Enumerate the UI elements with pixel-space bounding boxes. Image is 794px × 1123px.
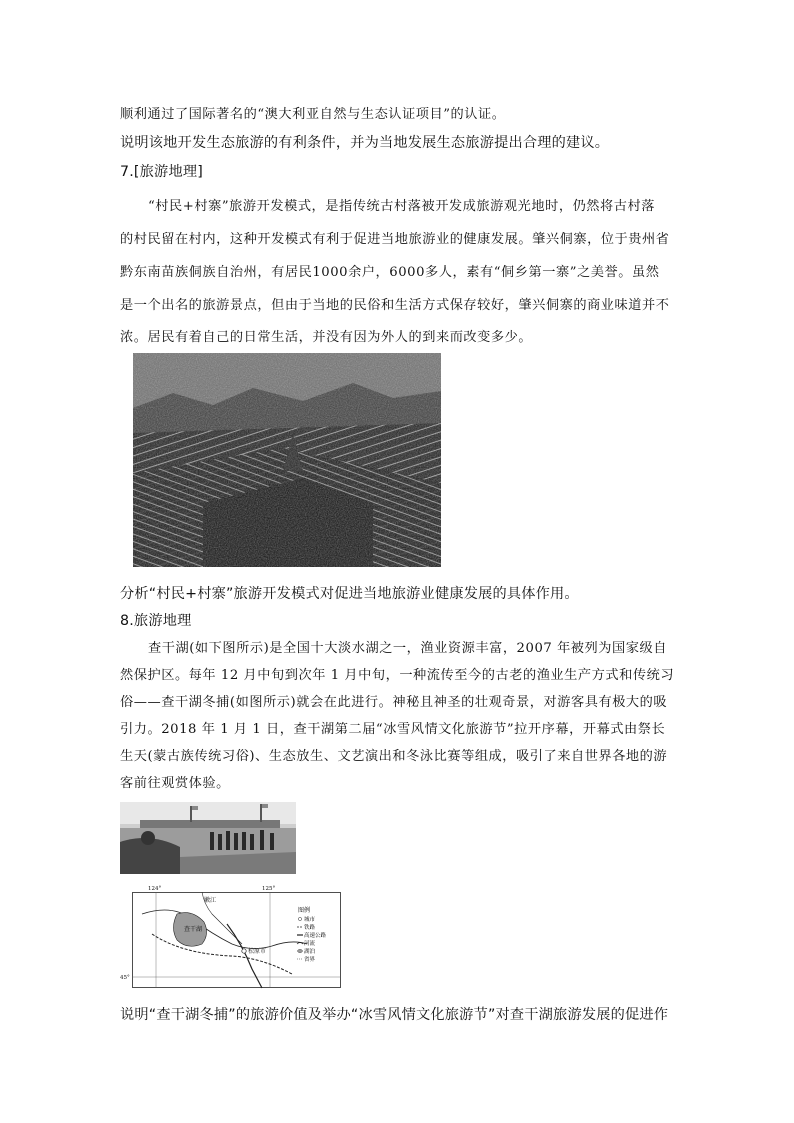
q8-paragraph-line-3: 俗——查干湖冬捕(如图所示)就会在此进行。神秘且神圣的壮观奇景，对游客具有极大的吸: [120, 695, 668, 710]
legend-item-boundary: 省界: [304, 957, 316, 963]
q7-paragraph-line-2: 的村民留在村内，这种开发模式有利于促进当地旅游业的健康发展。肇兴侗寨，位于贵州省: [120, 232, 670, 247]
legend-item-railway: 铁路: [304, 925, 316, 931]
q7-heading: 7.[旅游地理]: [120, 164, 203, 180]
legend-item-lake: 湖泊: [304, 949, 316, 955]
q8-paragraph-line-6: 客前往观赏体验。: [120, 776, 230, 791]
q7-paragraph-line-4: 是一个出名的旅游景点，但由于当地的民俗和生活方式保存较好，肇兴侗寨的商业味道并不: [120, 298, 670, 313]
legend-item-river: 河流: [304, 941, 316, 947]
river-label: 嫩江: [204, 897, 217, 904]
legend-item-city: 城市: [304, 917, 316, 923]
legend-city-symbol: [298, 917, 301, 920]
city-label: 松原市: [248, 948, 267, 955]
q8-paragraph-line-5: 生天(蒙古族传统习俗)、生态放生、文艺演出和冬泳比赛等组成，吸引了来自世界各地的游: [120, 749, 668, 764]
q8-paragraph-line-1: 查干湖(如下图所示)是全国十大淡水湖之一，渔业资源丰富，2007 年被列为国家级自: [148, 641, 667, 656]
legend-item-highway: 高速公路: [304, 933, 327, 939]
text-line-1: 顺利通过了国际著名的“澳大利亚自然与生态认证项目”的认证。: [120, 107, 506, 122]
lon-left-label: 124°: [148, 886, 162, 892]
q8-paragraph-line-4: 引力。2018 年 1 月 1 日，查干湖第二届“冰雪风情文化旅游节”拉开序幕，开幕式由祭长: [120, 722, 666, 737]
winter-fishing-photo: [120, 802, 296, 874]
legend-lake-symbol: [298, 949, 303, 952]
q7-paragraph-line-5: 浓。居民有着自己的日常生活，并没有因为外人的到来而改变多少。: [120, 330, 533, 345]
q7-paragraph-line-3: 黔东南苗族侗族自治州，有居民1000余户，6000多人，素有“侗乡第一寨”之美誉。虽然: [120, 265, 660, 280]
legend-title: 图例: [298, 907, 311, 914]
lat-label: 45°: [120, 975, 130, 981]
village-photo: [133, 353, 441, 567]
lon-right-label: 125°: [262, 886, 276, 892]
q8-heading: 8.旅游地理: [120, 613, 192, 629]
lake-label: 查干湖: [184, 926, 203, 933]
q7-question: 分析“村民+村寨”旅游开发模式对促进当地旅游业健康发展的具体作用。: [120, 586, 579, 602]
city-marker: [242, 949, 246, 953]
q6-question: 说明该地开发生态旅游的有利条件，并为当地发展生态旅游提出合理的建议。: [120, 135, 610, 151]
chagan-lake-map: [120, 884, 342, 994]
q8-paragraph-line-2: 然保护区。每年 12 月中旬到次年 1 月中旬，一种流传至今的古老的渔业生产方式和传统习: [120, 668, 675, 683]
q7-paragraph-line-1: “村民+村寨”旅游开发模式，是指传统古村落被开发成旅游观光地时，仍然将古村落: [148, 199, 655, 214]
q8-question: 说明“查干湖冬捕”的旅游价值及举办“冰雪风情文化旅游节”对查干湖旅游发展的促进作: [120, 1007, 669, 1023]
